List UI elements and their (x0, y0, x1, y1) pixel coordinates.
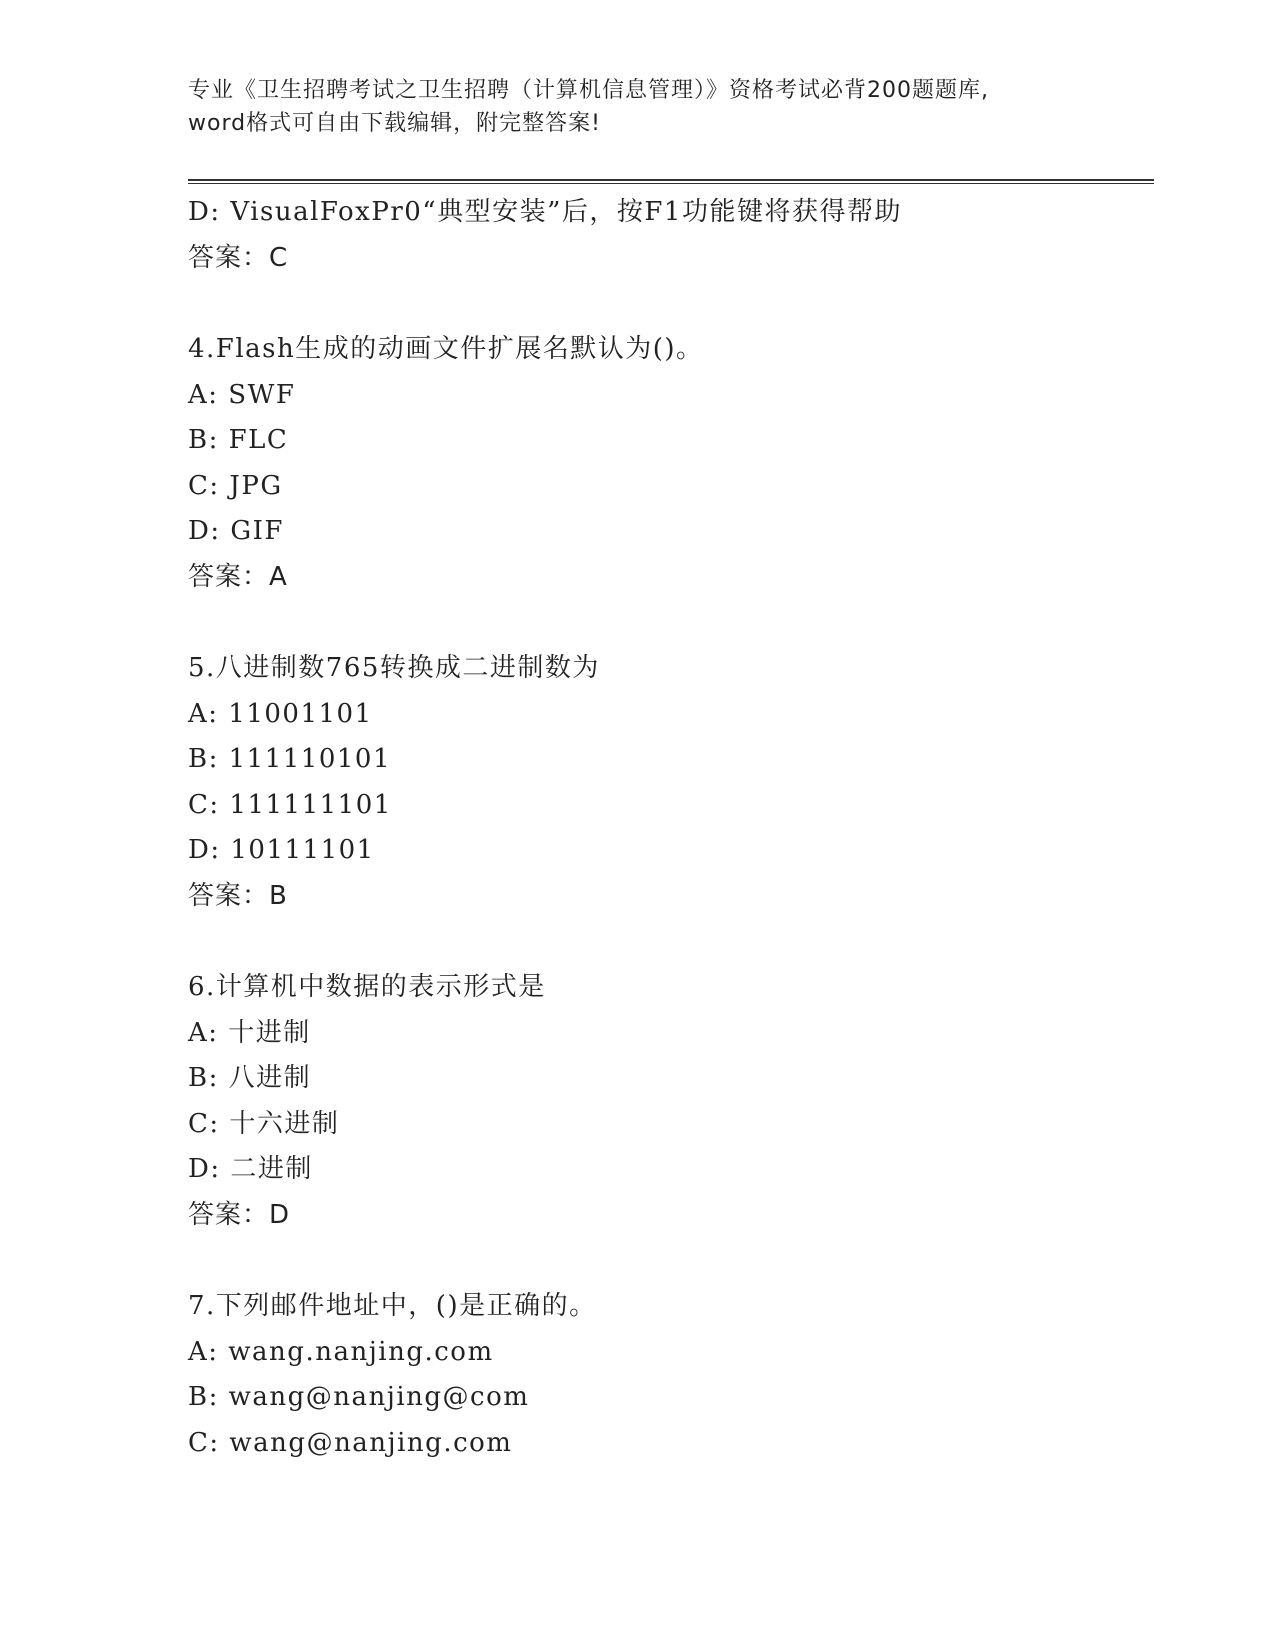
option-d: D: 10111101 (188, 835, 375, 865)
question-text: 7.下列邮件地址中，()是正确的。 (188, 1291, 597, 1321)
option-d: D: 二进制 (188, 1154, 313, 1184)
question-list (188, 190, 1154, 1466)
option-a: A: 十进制 (188, 1017, 311, 1048)
option-b: B: 八进制 (188, 1063, 312, 1093)
option-d: D: VisualFoxPr0“典型安装”后，按F1功能键将获得帮助 (188, 197, 902, 227)
answer-line: 答案：B (188, 880, 288, 911)
question-block-6 (188, 965, 1154, 1238)
document-header (188, 74, 1088, 140)
option-c: C: JPG (188, 470, 283, 501)
option-c: C: 十六进制 (188, 1108, 340, 1139)
option-d: D: GIF (188, 516, 284, 546)
option-a: A: 11001101 (188, 698, 373, 729)
header-line-1: 专业《卫生招聘考试之卫生招聘（计算机信息管理）》资格考试必背200题题库, (188, 78, 989, 103)
option-a: A: wang.nanjing.com (188, 1336, 494, 1367)
header-divider (188, 179, 1154, 184)
answer-line: 答案：C (188, 242, 289, 273)
question-block-3 (188, 190, 1154, 281)
option-b: B: FLC (188, 425, 289, 455)
option-c: C: 111111101 (188, 789, 392, 820)
question-block-7 (188, 1284, 1154, 1466)
question-block-4 (188, 327, 1154, 600)
answer-line: 答案：D (188, 1199, 291, 1230)
question-text: 4.Flash生成的动画文件扩展名默认为()。 (188, 334, 704, 364)
option-c: C: wang@nanjing.com (188, 1427, 513, 1458)
header-line-2: word格式可自由下载编辑，附完整答案! (188, 111, 601, 136)
option-b: B: 111110101 (188, 744, 392, 774)
answer-line: 答案：A (188, 561, 288, 592)
question-text: 6.计算机中数据的表示形式是 (188, 972, 546, 1002)
question-text: 5.八进制数765转换成二进制数为 (188, 653, 600, 683)
option-a: A: SWF (188, 379, 296, 410)
option-b: B: wang@nanjing@com (188, 1382, 530, 1412)
question-block-5 (188, 646, 1154, 919)
